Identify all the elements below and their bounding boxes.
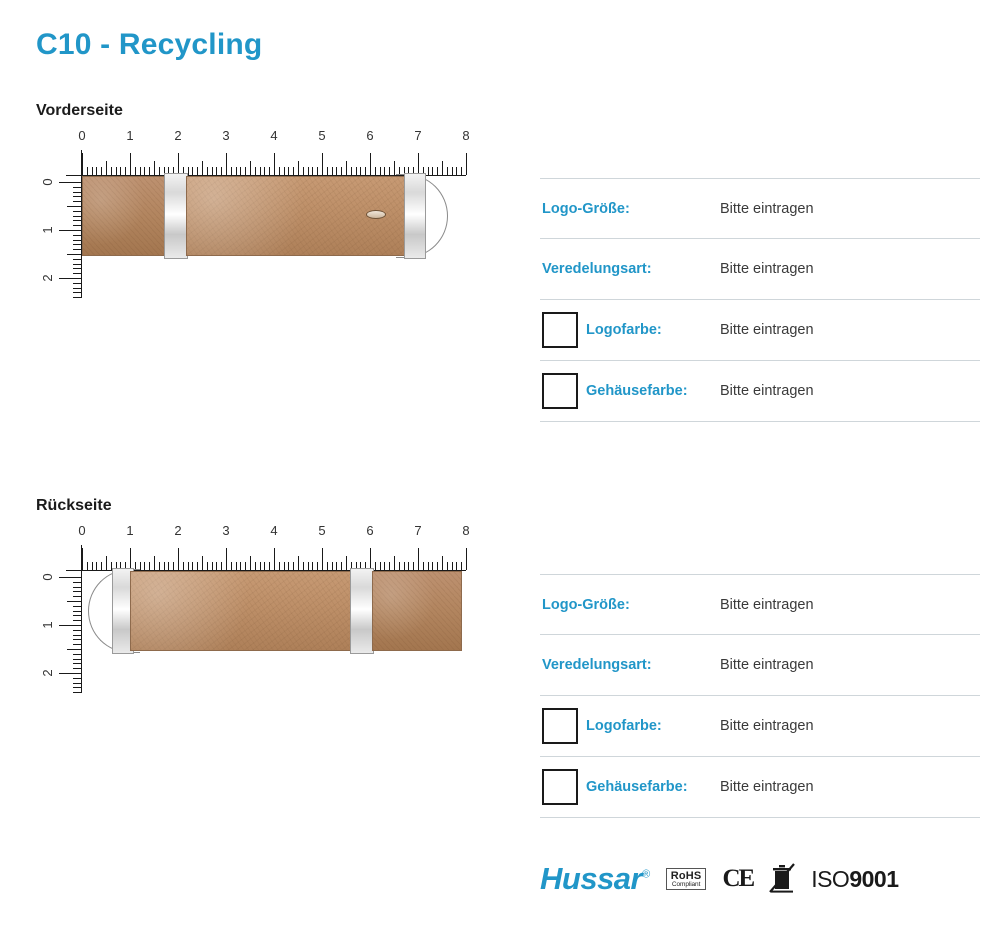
spec-value[interactable]: Bitte eintragen xyxy=(720,322,814,338)
spec-label: Veredelungsart: xyxy=(542,657,652,673)
housing-color-swatch-back[interactable] xyxy=(542,769,578,805)
spec-row-logo-size-front xyxy=(540,178,980,239)
rohs-label: RoHS xyxy=(670,869,702,882)
spec-value[interactable]: Bitte eintragen xyxy=(720,718,814,734)
spec-table-back xyxy=(540,574,980,818)
front-ruler-numbers-vertical: 0 1 2 xyxy=(40,178,56,282)
spec-table-front xyxy=(540,178,980,422)
usb-ring-right-front xyxy=(404,173,426,259)
logo-color-swatch-back[interactable] xyxy=(542,708,578,744)
crossed-out-wheelie-bin-icon xyxy=(769,863,795,895)
iso-number: 9001 xyxy=(849,865,899,892)
iso-9001-badge xyxy=(811,866,898,893)
logo-color-swatch-front[interactable] xyxy=(542,312,578,348)
spec-label: Gehäusefarbe: xyxy=(586,779,688,795)
usb-ring-right-back xyxy=(350,568,374,654)
usb-cap-body-back xyxy=(372,571,462,651)
section-heading-back: Rückseite xyxy=(36,497,112,514)
spec-row-finishing-front xyxy=(540,239,980,300)
ce-mark-icon: CE xyxy=(722,865,754,892)
spec-value[interactable]: Bitte eintragen xyxy=(720,657,814,673)
spec-value[interactable]: Bitte eintragen xyxy=(720,596,814,613)
brand-name: Hussar xyxy=(540,861,643,896)
rohs-compliant-badge xyxy=(666,868,707,891)
section-heading-front: Vorderseite xyxy=(36,102,123,119)
usb-stick-back-illustration xyxy=(78,563,468,663)
back-ruler-numbers-horizontal: 0 1 2 3 4 5 6 7 8 xyxy=(78,523,470,538)
iso-prefix: ISO xyxy=(811,865,850,892)
spec-row-logo-color-back xyxy=(540,696,980,757)
page-title: C10 - Recycling xyxy=(36,28,263,61)
housing-color-swatch-front[interactable] xyxy=(542,373,578,409)
spec-row-logo-color-front xyxy=(540,300,980,361)
spec-row-finishing-back xyxy=(540,635,980,696)
spec-label: Logo-Größe: xyxy=(542,200,630,217)
usb-cap-body-front xyxy=(82,176,172,256)
spec-label: Logofarbe: xyxy=(586,322,662,338)
usb-ring-left-front xyxy=(164,173,188,259)
spec-value[interactable]: Bitte eintragen xyxy=(720,200,814,217)
spec-value[interactable]: Bitte eintragen xyxy=(720,261,814,277)
usb-led-indicator-icon xyxy=(366,210,386,219)
back-ruler-numbers-vertical: 0 1 2 xyxy=(40,573,56,677)
front-ruler-numbers-horizontal: 0 1 2 3 4 5 6 7 8 xyxy=(78,128,470,143)
registered-trademark-icon: ® xyxy=(642,868,650,881)
usb-main-body-back xyxy=(130,571,352,651)
spec-label: Logo-Größe: xyxy=(542,596,630,613)
usb-stick-front-illustration xyxy=(78,168,468,268)
back-view-drawing xyxy=(40,523,486,703)
spec-label: Gehäusefarbe: xyxy=(586,383,688,399)
spec-label: Veredelungsart: xyxy=(542,261,652,277)
footer-certifications xyxy=(540,855,980,903)
spec-row-housing-color-front xyxy=(540,361,980,422)
spec-value[interactable]: Bitte eintragen xyxy=(720,779,814,795)
spec-value[interactable]: Bitte eintragen xyxy=(720,383,814,399)
spec-row-housing-color-back xyxy=(540,757,980,818)
spec-label: Logofarbe: xyxy=(586,718,662,734)
spec-row-logo-size-back xyxy=(540,574,980,635)
rohs-sublabel: Compliant xyxy=(671,880,701,888)
hussar-logo xyxy=(540,861,650,897)
front-view-drawing xyxy=(40,128,486,308)
